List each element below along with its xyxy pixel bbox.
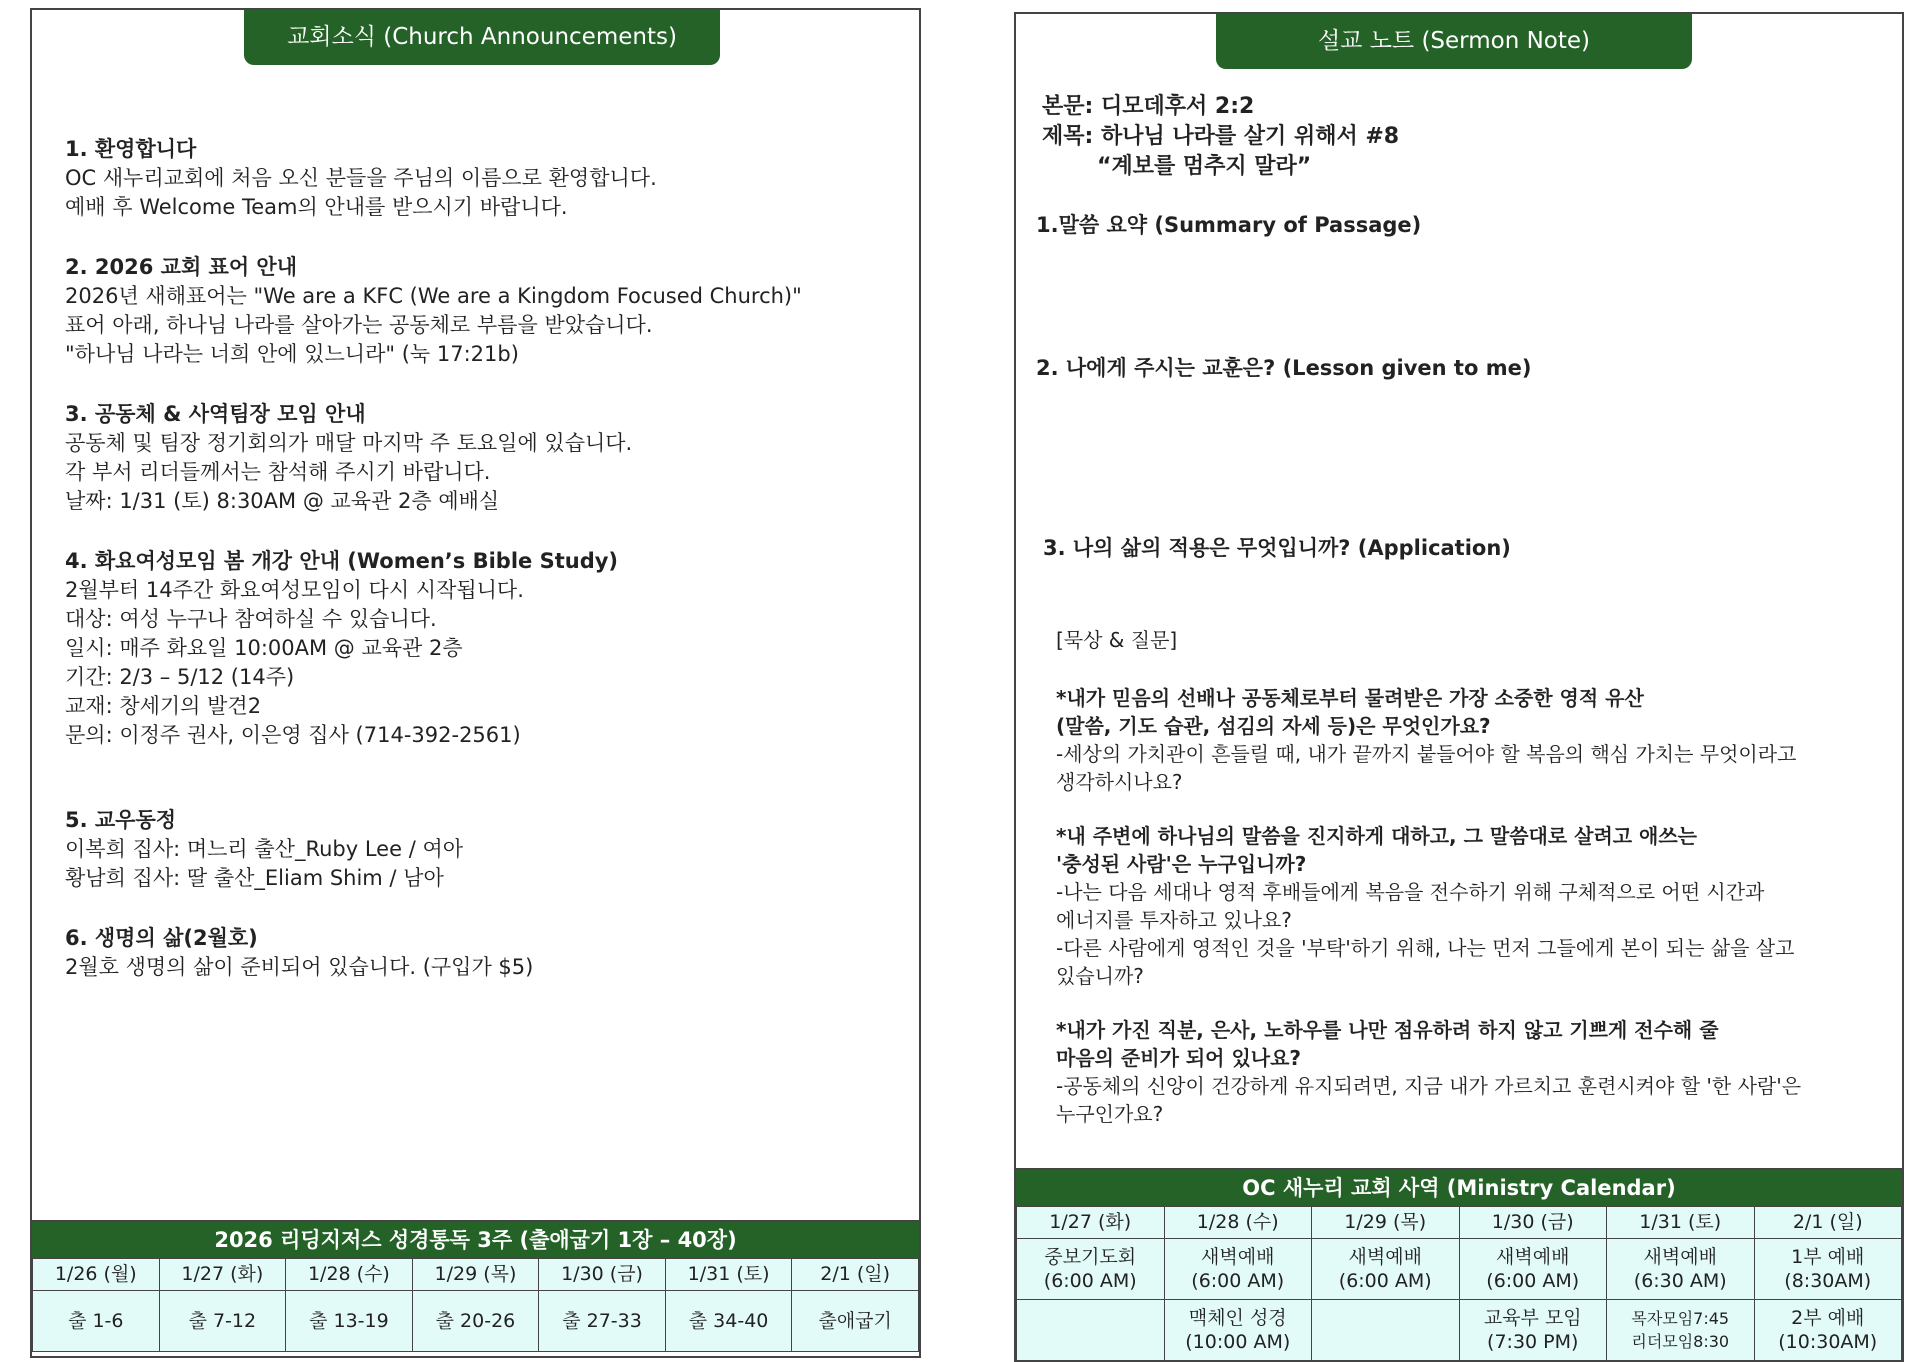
ministry-calendar — [1016, 1168, 1902, 1361]
meditation-question — [1056, 822, 1876, 990]
reading-plan — [32, 1220, 919, 1352]
announcement-title: 4. 화요여성모임 봄 개강 안내 (Women’s Bible Study) — [65, 549, 619, 573]
question-summary: 1.말씀 요약 (Summary of Passage) — [1036, 213, 1422, 237]
day-cell: 1/29 (목) — [1312, 1207, 1460, 1239]
announcement-line: 이복희 집사: 며느리 출산_Ruby Lee / 여아 — [65, 837, 464, 861]
event-time: (6:00 AM) — [1338, 1270, 1432, 1292]
event-cell — [1017, 1239, 1165, 1300]
event-time: (6:30 AM) — [1633, 1270, 1727, 1292]
meditation-prompt: -다른 사람에게 영적인 것을 '부탁'하기 위해, 나는 먼저 그들에게 본이 되는 삶을 살고 — [1056, 936, 1795, 960]
announcement-line: OC 새누리교회에 처음 오신 분들을 주님의 이름으로 환영합니다. — [65, 166, 657, 190]
reading-assignments-row — [33, 1291, 919, 1352]
sermon-note-header: 설교 노트 (Sermon Note) — [1216, 14, 1692, 69]
day-cell: 1/30 (금) — [539, 1259, 666, 1291]
announcement-motto — [65, 252, 885, 369]
event-cell — [1754, 1300, 1902, 1361]
day-cell: 1/27 (화) — [1017, 1207, 1165, 1239]
announcement-line: 황남희 집사: 딸 출산_Eliam Shim / 남아 — [65, 866, 444, 890]
announcement-title: 1. 환영합니다 — [65, 137, 197, 161]
reading-days-row — [33, 1259, 919, 1291]
meditation-prompt: 에너지를 투자하고 있나요? — [1056, 908, 1292, 932]
day-cell: 1/29 (목) — [412, 1259, 539, 1291]
announcement-line: "하나님 나라는 너희 안에 있느니라" (눅 17:21b) — [65, 342, 519, 366]
event-cell — [1164, 1239, 1312, 1300]
announcement-line: 교재: 창세기의 발견2 — [65, 694, 262, 718]
day-cell: 1/30 (금) — [1459, 1207, 1607, 1239]
event-cell — [1459, 1300, 1607, 1361]
event-cell — [1164, 1300, 1312, 1361]
day-cell: 1/28 (수) — [1164, 1207, 1312, 1239]
announcement-line: 일시: 매주 화요일 10:00AM @ 교육관 2층 — [65, 636, 463, 660]
event-cell-empty — [1017, 1300, 1165, 1361]
meditation-question-text: (말씀, 기도 습관, 섬김의 자세 등)은 무엇인가요? — [1056, 714, 1491, 738]
event-time: 리더모임8:30 — [1631, 1332, 1730, 1351]
day-cell: 1/27 (화) — [159, 1259, 286, 1291]
announcement-title: 3. 공동체 & 사역팀장 모임 안내 — [65, 402, 366, 426]
announcement-leaders-meeting — [65, 399, 885, 516]
announcement-welcome — [65, 134, 885, 222]
meditation-section — [1056, 626, 1876, 1154]
announcement-line: 공동체 및 팀장 정기회의가 매달 마지막 주 토요일에 있습니다. — [65, 431, 633, 455]
reading-cell: 출 1-6 — [33, 1291, 160, 1352]
announcement-womens-study — [65, 546, 885, 750]
announcement-line: 문의: 이정주 권사, 이은영 집사 (714-392-2561) — [65, 723, 521, 747]
sermon-passage: 본문: 디모데후서 2:2 — [1042, 94, 1255, 119]
reading-cell: 출애굽기 — [792, 1291, 919, 1352]
announcement-list — [65, 134, 885, 1012]
calendar-row-2 — [1017, 1300, 1902, 1361]
ministry-calendar-table — [1016, 1206, 1902, 1361]
event-cell — [1754, 1239, 1902, 1300]
reading-cell: 출 7-12 — [159, 1291, 286, 1352]
meditation-question-text: *내 주변에 하나님의 말씀을 진지하게 대하고, 그 말씀대로 살려고 애쓰는 — [1056, 824, 1698, 848]
event-name: 목자모임7:45 — [1631, 1309, 1730, 1328]
announcement-line: 대상: 여성 누구나 참여하실 수 있습니다. — [65, 607, 437, 631]
announcement-line: 각 부서 리더들께서는 참석해 주시기 바랍니다. — [65, 460, 491, 484]
event-time: (10:30AM) — [1778, 1331, 1878, 1353]
sermon-info — [1042, 92, 1399, 182]
meditation-question — [1056, 684, 1876, 796]
day-cell: 1/31 (토) — [1607, 1207, 1755, 1239]
announcement-line: 2026년 새해표어는 "We are a KFC (We are a Kingdom Focused Church)" — [65, 284, 802, 308]
meditation-prompt: -나는 다음 세대나 영적 후배들에게 복음을 전수하기 위해 구체적으로 어떤 시간과 — [1056, 880, 1765, 904]
ministry-calendar-title: OC 새누리 교회 사역 (Ministry Calendar) — [1016, 1170, 1902, 1206]
event-cell — [1312, 1239, 1460, 1300]
day-cell: 1/28 (수) — [286, 1259, 413, 1291]
reading-cell: 출 34-40 — [665, 1291, 792, 1352]
event-name: 교육부 모임 — [1483, 1307, 1582, 1329]
event-time: (6:00 AM) — [1191, 1270, 1285, 1292]
meditation-question-text: 마음의 준비가 되어 있나요? — [1056, 1046, 1302, 1070]
announcement-title: 2. 2026 교회 표어 안내 — [65, 255, 297, 279]
meditation-label: [묵상 & 질문] — [1056, 628, 1178, 652]
day-cell: 2/1 (일) — [792, 1259, 919, 1291]
event-name: 새벽예배 — [1643, 1246, 1717, 1268]
event-name: 2부 예배 — [1791, 1307, 1865, 1329]
calendar-row-1 — [1017, 1239, 1902, 1300]
announcement-devotional — [65, 923, 885, 982]
event-name: 새벽예배 — [1348, 1246, 1422, 1268]
reading-cell: 출 13-19 — [286, 1291, 413, 1352]
event-name: 새벽예배 — [1201, 1246, 1275, 1268]
meditation-prompt: 있습니까? — [1056, 964, 1144, 988]
event-time: (8:30AM) — [1784, 1270, 1872, 1292]
event-time: (10:00 AM) — [1185, 1331, 1291, 1353]
announcement-line: 2월호 생명의 삶이 준비되어 있습니다. (구입가 $5) — [65, 955, 534, 979]
event-name: 1부 예배 — [1791, 1246, 1865, 1268]
day-cell: 1/31 (토) — [665, 1259, 792, 1291]
meditation-prompt: 생각하시나요? — [1056, 770, 1183, 794]
question-application: 3. 나의 삶의 적용은 무엇입니까? (Application) — [1043, 536, 1511, 560]
announcement-member-news — [65, 805, 885, 893]
event-time: (7:30 PM) — [1487, 1331, 1579, 1353]
meditation-prompt: -세상의 가치관이 흔들릴 때, 내가 끝까지 붙들어야 할 복음의 핵심 가치는 무엇이라고 — [1056, 742, 1797, 766]
event-name: 맥체인 성경 — [1188, 1307, 1287, 1329]
announcement-line: 기간: 2/3 – 5/12 (14주) — [65, 665, 295, 689]
reading-cell: 출 27-33 — [539, 1291, 666, 1352]
meditation-question-text: *내가 가진 직분, 은사, 노하우를 나만 점유하려 하지 않고 기쁘게 전수해 줄 — [1056, 1018, 1719, 1042]
announcement-title: 5. 교우동정 — [65, 808, 177, 832]
event-time: (6:00 AM) — [1043, 1270, 1137, 1292]
meditation-question-text: *내가 믿음의 선배나 공동체로부터 물려받은 가장 소중한 영적 유산 — [1056, 686, 1644, 710]
reading-cell: 출 20-26 — [412, 1291, 539, 1352]
event-name: 중보기도회 — [1044, 1246, 1137, 1268]
announcement-line: 날짜: 1/31 (토) 8:30AM @ 교육관 2층 예배실 — [65, 489, 500, 513]
meditation-question — [1056, 1016, 1876, 1128]
announcement-line: 표어 아래, 하나님 나라를 살아가는 공동체로 부름을 받았습니다. — [65, 313, 653, 337]
meditation-prompt: 누구인가요? — [1056, 1102, 1164, 1126]
reading-plan-title: 2026 리딩지저스 성경통독 3주 (출애굽기 1장 – 40장) — [32, 1222, 919, 1258]
event-name: 새벽예배 — [1496, 1246, 1570, 1268]
announcement-line: 예배 후 Welcome Team의 안내를 받으시기 바랍니다. — [65, 195, 568, 219]
event-cell — [1459, 1239, 1607, 1300]
announcements-panel — [30, 8, 921, 1358]
announcement-title: 6. 생명의 삶(2월호) — [65, 926, 258, 950]
announcements-header: 교회소식 (Church Announcements) — [244, 10, 720, 65]
reading-plan-table — [32, 1258, 919, 1352]
event-cell-empty — [1312, 1300, 1460, 1361]
announcement-line: 2월부터 14주간 화요여성모임이 다시 시작됩니다. — [65, 578, 524, 602]
sermon-subtitle: “계보를 멈추지 말라” — [1097, 154, 1312, 179]
meditation-prompt: -공동체의 신앙이 건강하게 유지되려면, 지금 내가 가르치고 훈련시켜야 할 '한 사람'은 — [1056, 1074, 1802, 1098]
event-time: (6:00 AM) — [1486, 1270, 1580, 1292]
event-cell — [1607, 1300, 1755, 1361]
day-cell: 2/1 (일) — [1754, 1207, 1902, 1239]
meditation-question-text: '충성된 사람'은 누구입니까? — [1056, 852, 1307, 876]
sermon-note-panel — [1014, 12, 1904, 1362]
event-cell — [1607, 1239, 1755, 1300]
day-cell: 1/26 (월) — [33, 1259, 160, 1291]
question-lesson: 2. 나에게 주시는 교훈은? (Lesson given to me) — [1036, 356, 1532, 380]
calendar-days-row — [1017, 1207, 1902, 1239]
sermon-title: 제목: 하나님 나라를 살기 위해서 #8 — [1042, 124, 1400, 149]
